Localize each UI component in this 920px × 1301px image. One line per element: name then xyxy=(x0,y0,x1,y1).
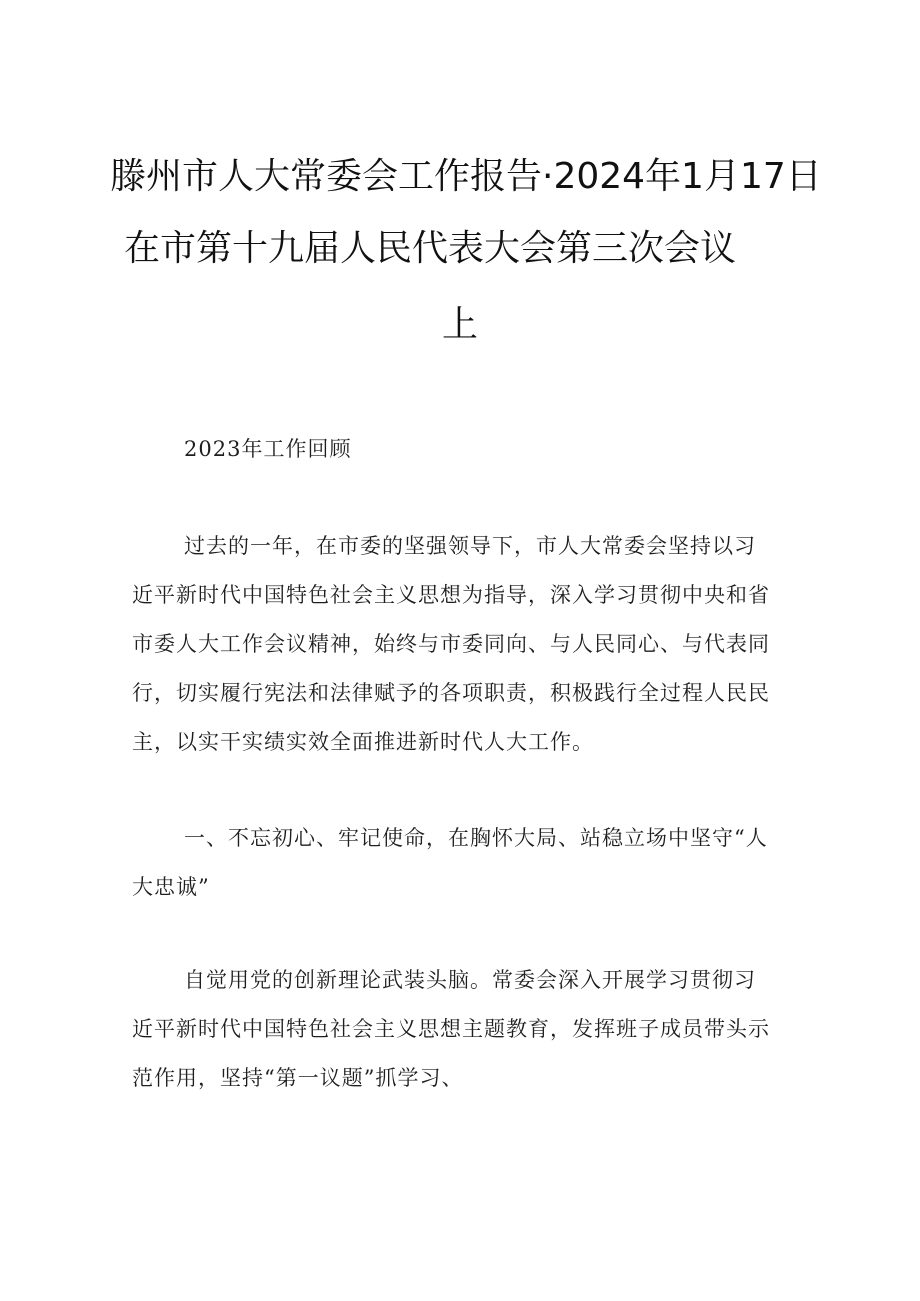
paragraph-line: 近平新时代中国特色社会主义思想为指导，深入学习贯彻中央和省 xyxy=(132,583,770,607)
paragraph-line: 过去的一年，在市委的坚强领导下，市人大常委会坚持以习 xyxy=(184,534,756,558)
paragraph-2 xyxy=(132,814,792,912)
paragraph-1 xyxy=(132,522,792,767)
paragraph-line: 自觉用党的创新理论武装头脑。常委会深入开展学习贯彻习 xyxy=(184,968,756,992)
document-title-line-1: 滕州市人大常委会工作报告·2024年1月17日 xyxy=(110,156,822,197)
paragraph-line: 行，切实履行宪法和法律赋予的各项职责，积极践行全过程人民民 xyxy=(132,681,770,705)
paragraph-line: 市委人大工作会议精神，始终与市委同向、与人民同心、与代表同 xyxy=(132,632,770,656)
section-heading-text: 2023年工作回顾 xyxy=(184,437,352,461)
paragraph-line: 范作用，坚持“第一议题”抓学习、 xyxy=(132,1066,464,1090)
paragraph-line: 大忠诚” xyxy=(132,875,210,899)
document-title-line-2: 在市第十九届人民代表大会第三次会议 xyxy=(123,228,736,269)
paragraph-line: 近平新时代中国特色社会主义思想主题教育，发挥班子成员带头示 xyxy=(132,1017,770,1041)
paragraph-line: 一、不忘初心、牢记使命，在胸怀大局、站稳立场中坚守“人 xyxy=(184,826,768,850)
paragraph-3 xyxy=(132,956,792,1103)
section-heading xyxy=(132,425,792,474)
document-title-line-3: 上 xyxy=(441,304,478,345)
paragraph-line: 主，以实干实绩实效全面推进新时代人大工作。 xyxy=(132,730,594,754)
